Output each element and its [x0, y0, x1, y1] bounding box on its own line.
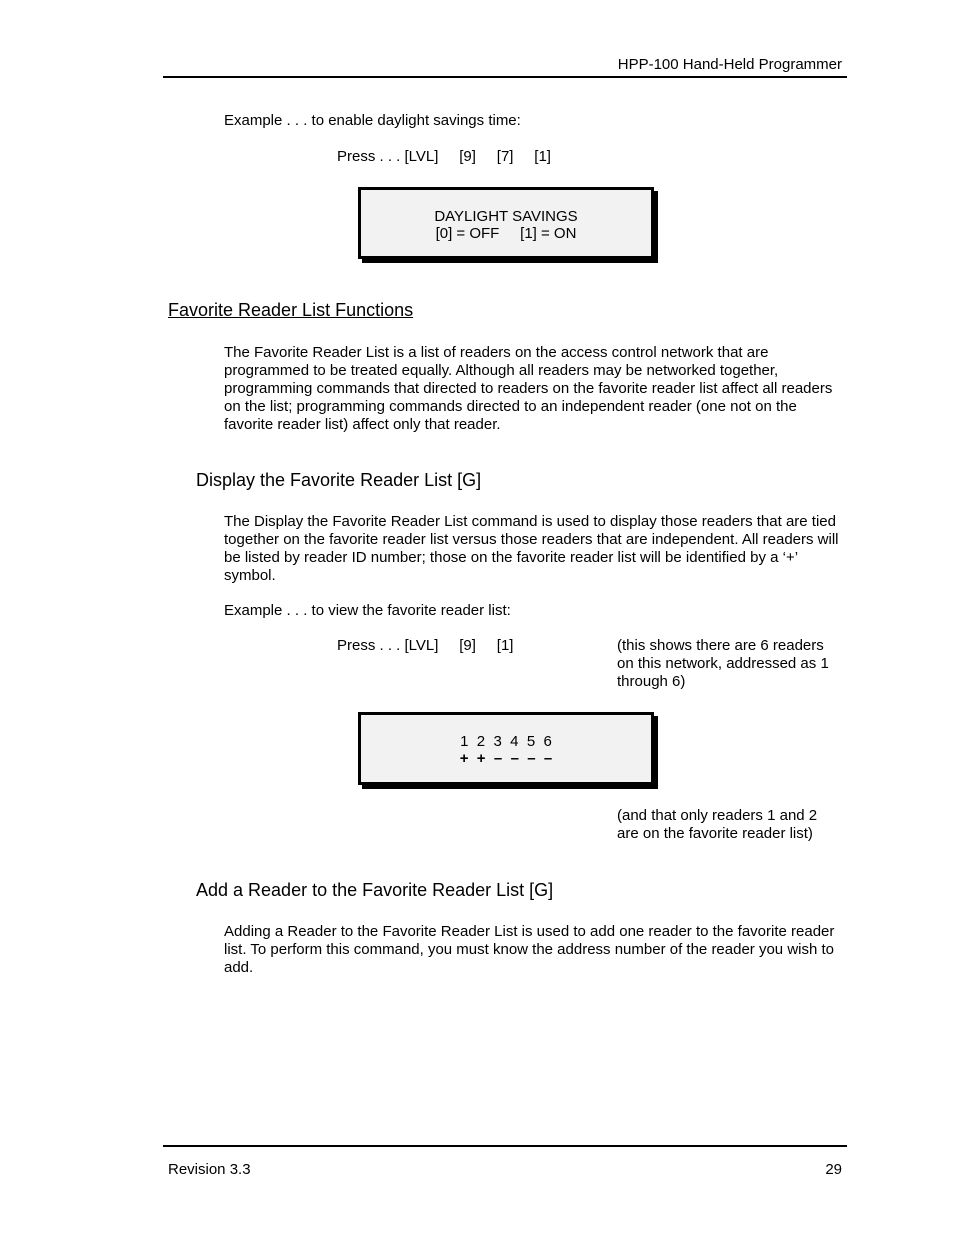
lcd-line-1: DAYLIGHT SAVINGS: [434, 208, 578, 225]
display-list-note-favorites: (and that only readers 1 and 2 are on the favorite reader list): [617, 807, 818, 842]
favorite-list-lcd-display: [358, 712, 654, 785]
lcd-reader-ids: 1 2 3 4 5 6: [460, 733, 552, 750]
add-reader-paragraph: Adding a Reader to the Favorite Reader List is used to add one reader to the favorite reader list. To perform this command, you must know the address number of the reader you wish to add.: [224, 923, 835, 976]
display-list-paragraph: The Display the Favorite Reader List command is used to display those readers that are tied together on the favorite reader list versus those readers that are independent. All readers will be listed by reader ID number; those on the favorite reader list will be identified by a ‘+’ symbol.: [224, 513, 839, 584]
footer-rule: [163, 1145, 847, 1147]
subheading-display-list: Display the Favorite Reader List [G]: [196, 470, 482, 490]
favorite-intro-paragraph: The Favorite Reader List is a list of readers on the access control network that are programmed to be treated equally. Although all readers may be networked together, programming commands that directed to readers on the favorite reader list affect all readers on the list; programming commands directed to an independent reader (one not on the favorite reader list) affect only that reader.: [224, 344, 833, 433]
footer-revision: Revision 3.3: [168, 1161, 251, 1178]
display-list-note-readers: (this shows there are 6 readers on this network, addressed as 1 through 6): [617, 637, 829, 690]
lcd-line-2: [0] = OFF [1] = ON: [435, 225, 577, 242]
section-heading-favorite: Favorite Reader List Functions: [168, 300, 414, 320]
header-rule: [163, 76, 847, 78]
footer-page-number: 29: [825, 1161, 842, 1178]
daylight-example-text: Example . . . to enable daylight savings time:: [224, 112, 521, 129]
header-title: HPP-100 Hand-Held Programmer: [617, 56, 842, 73]
display-list-press-sequence: Press . . . [LVL] [9] [1]: [337, 637, 514, 654]
lcd-reader-status: + + – – – –: [459, 750, 553, 767]
daylight-press-sequence: Press . . . [LVL] [9] [7] [1]: [337, 148, 551, 165]
subheading-add-reader: Add a Reader to the Favorite Reader List [G]: [196, 880, 554, 900]
daylight-lcd-display: [358, 187, 654, 259]
display-list-example-text: Example . . . to view the favorite reader list:: [224, 602, 511, 619]
